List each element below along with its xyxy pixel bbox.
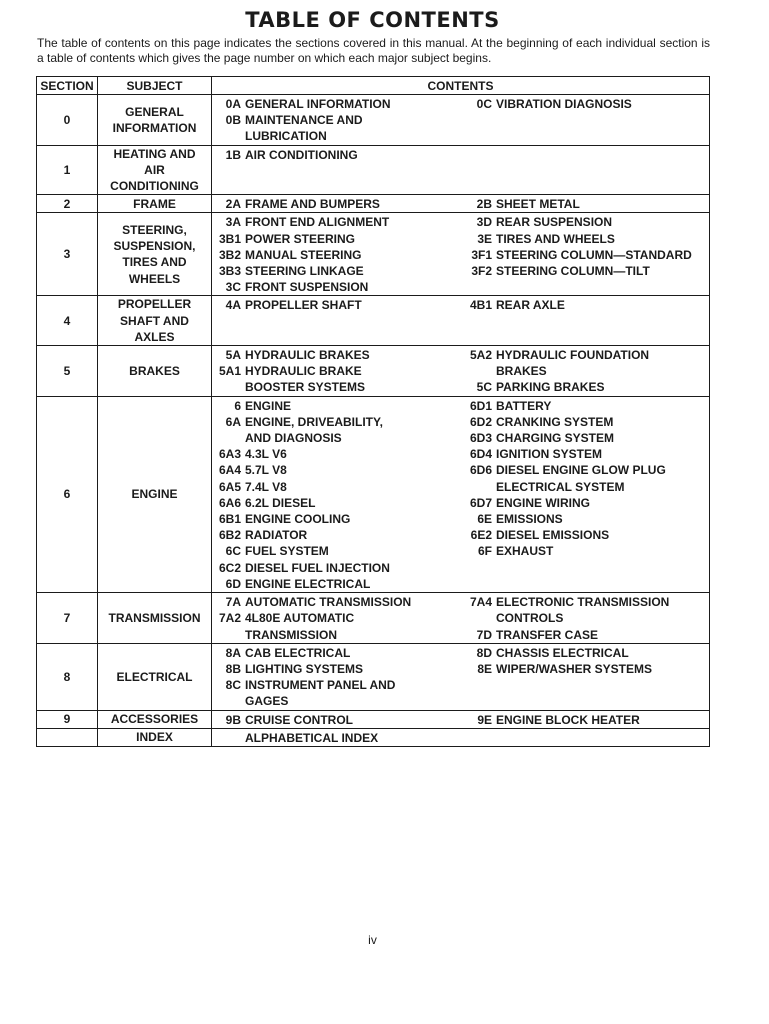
entry-code: 6B2 [218, 528, 241, 543]
entry-title: ALPHABETICAL INDEX [245, 730, 379, 745]
section-number: 2 [37, 195, 98, 213]
subject-line: INFORMATION [112, 120, 197, 135]
contents-column-right [463, 196, 708, 212]
entry-title: ENGINE ELECTRICAL [245, 576, 371, 591]
entry-title: TRANSFER CASE [496, 627, 599, 642]
contents-column-left [212, 730, 463, 746]
entry-code: 3B3 [218, 264, 241, 279]
contents-entry [212, 147, 463, 163]
section-number: 3 [37, 213, 98, 296]
header-subject: SUBJECT [98, 77, 212, 95]
entry-title: FRONT END ALIGNMENT [245, 215, 390, 230]
contents-entry [463, 645, 708, 661]
contents-column-left [212, 712, 463, 728]
subject-line: SHAFT AND [120, 313, 189, 328]
entry-code: 9E [477, 712, 492, 727]
entry-title: 5.7L V8 [245, 463, 287, 478]
entry-title: GENERAL INFORMATION [245, 97, 391, 111]
contents-entry [212, 712, 463, 728]
contents-entry [463, 543, 708, 559]
contents-entry [463, 297, 708, 313]
entry-code: 7A [225, 595, 241, 610]
entry-title: DIESEL EMISSIONS [496, 528, 610, 543]
contents-entry [212, 414, 463, 446]
contents-entry [463, 196, 708, 212]
entry-title: HYDRAULIC FOUNDATION [496, 348, 650, 363]
contents-entry [212, 196, 463, 212]
subject-cell [98, 710, 212, 728]
contents-column-right [463, 398, 708, 592]
contents-column-right [463, 297, 708, 313]
subject-line: ELECTRICAL [116, 669, 193, 684]
entry-title: WIPER/WASHER SYSTEMS [496, 661, 653, 676]
subject-cell [98, 593, 212, 644]
contents-entry [212, 247, 463, 263]
contents-entry [463, 712, 708, 728]
entry-code: 8D [476, 645, 492, 660]
entry-title: BRAKES [496, 364, 547, 379]
contents-entry [212, 347, 463, 363]
entry-title: PARKING BRAKES [496, 380, 605, 395]
contents-entry [212, 576, 463, 592]
entry-title: CRUISE CONTROL [245, 712, 353, 727]
entry-title: EMISSIONS [496, 512, 563, 527]
entry-title: ENGINE WIRING [496, 495, 591, 510]
entry-title: CAB ELECTRICAL [245, 645, 351, 660]
contents-column-left [212, 96, 463, 145]
subject-line: AIR [144, 162, 165, 177]
contents-entry [212, 398, 463, 414]
entry-title: HYDRAULIC BRAKES [245, 348, 370, 363]
contents-entry [212, 263, 463, 279]
entry-title: INSTRUMENT PANEL AND [245, 678, 396, 693]
entry-title: REAR AXLE [496, 298, 565, 313]
contents-entry [212, 495, 463, 511]
subject-line: AXLES [134, 329, 175, 344]
contents-cell [212, 195, 710, 213]
contents-column-left [212, 398, 463, 592]
entry-code: 7A2 [218, 611, 241, 626]
contents-table [36, 76, 710, 747]
subject-line: ACCESSORIES [110, 712, 199, 727]
contents-entry [212, 661, 463, 677]
entry-code: 6F [477, 544, 492, 559]
entry-code: 6D7 [469, 495, 492, 510]
entry-title: VIBRATION DIAGNOSIS [496, 97, 632, 111]
entry-code: 6E2 [470, 528, 492, 543]
section-number: 4 [37, 296, 98, 346]
entry-title: TRANSMISSION [245, 627, 338, 642]
header-contents: CONTENTS [212, 77, 710, 95]
entry-title: BOOSTER SYSTEMS [245, 380, 366, 395]
subject-cell [98, 195, 212, 213]
header-section: SECTION [37, 77, 98, 95]
contents-cell [212, 643, 710, 710]
contents-entry [463, 398, 708, 414]
subject-line: PROPELLER [117, 297, 192, 312]
entry-title: 6.2L DIESEL [245, 495, 316, 510]
entry-title: FRONT SUSPENSION [245, 280, 369, 295]
contents-entry [212, 479, 463, 495]
entry-code: 3C [225, 280, 241, 295]
contents-entry [463, 414, 708, 430]
entry-title: AND DIAGNOSIS [245, 431, 342, 446]
contents-column-left [212, 196, 463, 212]
contents-entry [212, 279, 463, 295]
entry-code: 9B [225, 712, 241, 727]
entry-code: 6A4 [218, 463, 241, 478]
contents-entry [212, 231, 463, 247]
section-number: 5 [37, 346, 98, 397]
entry-code: 6E [477, 512, 492, 527]
table-row [37, 346, 710, 397]
entry-code: 0A [225, 97, 241, 111]
contents-entry [212, 543, 463, 559]
entry-code: 3B1 [218, 231, 241, 246]
contents-column-right [463, 594, 708, 643]
contents-cell [212, 296, 710, 346]
contents-entry [463, 627, 708, 643]
contents-entry [212, 645, 463, 661]
entry-code: 3A [225, 215, 241, 230]
entry-title: DIESEL ENGINE GLOW PLUG [496, 463, 666, 478]
contents-entry [212, 96, 463, 112]
entry-title: ENGINE, DRIVEABILITY, [245, 414, 384, 429]
entry-code: 7D [476, 627, 492, 642]
entry-title: SHEET METAL [496, 197, 580, 212]
contents-entry [463, 446, 708, 462]
contents-cell [212, 728, 710, 746]
entry-title: MANUAL STEERING [245, 247, 362, 262]
entry-code: 6D2 [469, 414, 492, 429]
section-number [37, 728, 98, 746]
entry-code: 6 [234, 398, 241, 413]
subject-line: FRAME [133, 196, 176, 211]
contents-column-left [212, 645, 463, 710]
contents-entry [463, 96, 708, 112]
contents-cell [212, 396, 710, 592]
entry-code [212, 730, 245, 746]
entry-title: CHASSIS ELECTRICAL [496, 645, 629, 660]
entry-code: 6C2 [218, 560, 241, 575]
contents-entry [212, 527, 463, 543]
contents-entry [212, 610, 463, 642]
contents-column-right [463, 730, 708, 746]
table-row [37, 213, 710, 296]
contents-column-right [463, 645, 708, 710]
subject-line: CONDITIONING [110, 179, 199, 194]
table-row [37, 145, 710, 195]
contents-entry [463, 430, 708, 446]
contents-entry [463, 247, 708, 263]
entry-code: 3D [476, 215, 492, 230]
contents-entry [463, 347, 708, 379]
entry-title: AIR CONDITIONING [245, 147, 358, 162]
contents-entry [212, 214, 463, 230]
subject-line: BRAKES [129, 363, 180, 378]
entry-code: 3F1 [471, 247, 492, 262]
entry-title: 4.3L V6 [245, 447, 287, 462]
entry-code: 4A [225, 298, 241, 313]
entry-title: ELECTRONIC TRANSMISSION [496, 595, 670, 610]
entry-code: 0C [476, 97, 492, 111]
subject-line: STEERING, [122, 223, 187, 238]
section-number: 1 [37, 145, 98, 195]
contents-entry [463, 462, 708, 494]
entry-title: 4L80E AUTOMATIC [245, 611, 355, 626]
entry-code: 3B2 [218, 247, 241, 262]
contents-entry [212, 594, 463, 610]
subject-cell [98, 95, 212, 146]
section-number: 0 [37, 95, 98, 146]
contents-cell [212, 145, 710, 195]
entry-title: LIGHTING SYSTEMS [245, 661, 364, 676]
entry-title: 7.4L V8 [245, 479, 287, 494]
entry-title: FUEL SYSTEM [245, 544, 329, 559]
entry-code: 8B [225, 661, 241, 676]
contents-entry [212, 730, 463, 746]
contents-cell [212, 346, 710, 397]
entry-code: 5A [225, 348, 241, 363]
entry-title: STEERING COLUMN—TILT [496, 264, 650, 279]
contents-entry [463, 527, 708, 543]
subject-cell [98, 213, 212, 296]
contents-cell [212, 593, 710, 644]
subject-line: HEATING AND [113, 146, 196, 161]
table-row [37, 643, 710, 710]
entry-code: 3F2 [471, 264, 492, 279]
entry-title: EXHAUST [496, 544, 554, 559]
entry-code: 6C [225, 544, 241, 559]
subject-cell [98, 296, 212, 346]
contents-column-right [463, 96, 708, 145]
contents-entry [212, 677, 463, 709]
subject-cell [98, 145, 212, 195]
entry-code: 2B [476, 197, 492, 212]
entry-code: 6B1 [218, 512, 241, 527]
table-row [37, 95, 710, 146]
subject-line: WHEELS [128, 271, 181, 286]
contents-entry [463, 263, 708, 279]
entry-title: ENGINE COOLING [245, 512, 351, 527]
contents-entry [463, 511, 708, 527]
page-title: TABLE OF CONTENTS [245, 8, 500, 32]
entry-title: DIESEL FUEL INJECTION [245, 560, 390, 575]
entry-code: 5A2 [469, 348, 492, 363]
entry-title: GAGES [245, 694, 289, 709]
contents-cell [212, 710, 710, 728]
subject-line: INDEX [136, 730, 173, 745]
entry-code: 6D4 [469, 447, 492, 462]
subject-line: ENGINE [131, 487, 178, 502]
contents-column-left [212, 147, 463, 163]
section-number: 6 [37, 396, 98, 592]
subject-line: SUSPENSION, [113, 239, 196, 254]
contents-entry [463, 495, 708, 511]
entry-title: HYDRAULIC BRAKE [245, 364, 362, 379]
contents-entry [463, 214, 708, 230]
entry-code: 6A5 [218, 479, 241, 494]
entry-title: PROPELLER SHAFT [245, 298, 362, 313]
table-body [37, 95, 710, 747]
entry-code: 8C [225, 678, 241, 693]
entry-title: TIRES AND WHEELS [496, 231, 615, 246]
contents-entry [212, 297, 463, 313]
section-number: 8 [37, 643, 98, 710]
contents-entry [463, 594, 708, 626]
entry-code: 6D [225, 576, 241, 591]
entry-title: LUBRICATION [245, 129, 327, 144]
contents-column-left [212, 347, 463, 396]
entry-code: 6D1 [469, 398, 492, 413]
table-row [37, 396, 710, 592]
subject-line: TIRES AND [122, 255, 187, 270]
contents-entry [212, 363, 463, 395]
subject-cell [98, 643, 212, 710]
section-number: 9 [37, 710, 98, 728]
entry-title: STEERING COLUMN—STANDARD [496, 247, 692, 262]
contents-entry [212, 560, 463, 576]
contents-entry [463, 379, 708, 395]
contents-column-right [463, 214, 708, 295]
entry-title: FRAME AND BUMPERS [245, 197, 380, 212]
entry-code: 8A [225, 645, 241, 660]
entry-code: 5A1 [218, 364, 241, 379]
entry-code: 6D3 [469, 431, 492, 446]
entry-title: ENGINE [245, 398, 292, 413]
subject-line: TRANSMISSION [108, 610, 201, 625]
contents-entry [463, 661, 708, 677]
contents-column-left [212, 297, 463, 313]
entry-code: 6A6 [218, 495, 241, 510]
entry-title: BATTERY [496, 398, 552, 413]
entry-title: MAINTENANCE AND [245, 113, 363, 128]
entry-code: 8E [477, 661, 492, 676]
contents-column-right [463, 347, 708, 396]
page-number: iv [368, 933, 377, 947]
contents-cell [212, 213, 710, 296]
contents-entry [212, 462, 463, 478]
table-header-row [37, 77, 710, 95]
contents-column-right [463, 147, 708, 163]
subject-line: GENERAL [125, 104, 184, 119]
contents-column-left [212, 594, 463, 643]
entry-code: 7A4 [469, 595, 492, 610]
entry-code: 1B [225, 147, 241, 162]
entry-title: IGNITION SYSTEM [496, 447, 603, 462]
entry-title: CONTROLS [496, 611, 564, 626]
subject-cell [98, 396, 212, 592]
intro-paragraph: The table of contents on this page indicates the sections covered in this manual. At the beginning of each individual section is a table of contents which gives the page number on which each major subject begins. [37, 36, 710, 65]
contents-entry [212, 511, 463, 527]
entry-code: 6A [225, 414, 241, 429]
contents-entry [463, 231, 708, 247]
entry-title: REAR SUSPENSION [496, 215, 613, 230]
entry-title: RADIATOR [245, 528, 308, 543]
table-row [37, 593, 710, 644]
entry-code: 4B1 [469, 298, 492, 313]
contents-cell [212, 95, 710, 146]
entry-code: 6A3 [218, 447, 241, 462]
entry-title: CRANKING SYSTEM [496, 414, 614, 429]
contents-entry [212, 112, 463, 144]
entry-title: AUTOMATIC TRANSMISSION [245, 595, 412, 610]
entry-title: ELECTRICAL SYSTEM [496, 479, 625, 494]
contents-column-left [212, 214, 463, 295]
entry-code: 5C [476, 380, 492, 395]
entry-title: STEERING LINKAGE [245, 264, 364, 279]
section-number: 7 [37, 593, 98, 644]
entry-code: 6D6 [469, 463, 492, 478]
table-row [37, 728, 710, 746]
contents-column-right [463, 712, 708, 728]
contents-entry [212, 446, 463, 462]
entry-code: 3E [477, 231, 492, 246]
entry-title: POWER STEERING [245, 231, 356, 246]
entry-title: ENGINE BLOCK HEATER [496, 712, 640, 727]
subject-cell [98, 728, 212, 746]
table-row [37, 710, 710, 728]
subject-cell [98, 346, 212, 397]
entry-code: 0B [225, 113, 241, 128]
entry-code: 2A [225, 197, 241, 212]
table-row [37, 296, 710, 346]
entry-title: CHARGING SYSTEM [496, 431, 615, 446]
table-row [37, 195, 710, 213]
